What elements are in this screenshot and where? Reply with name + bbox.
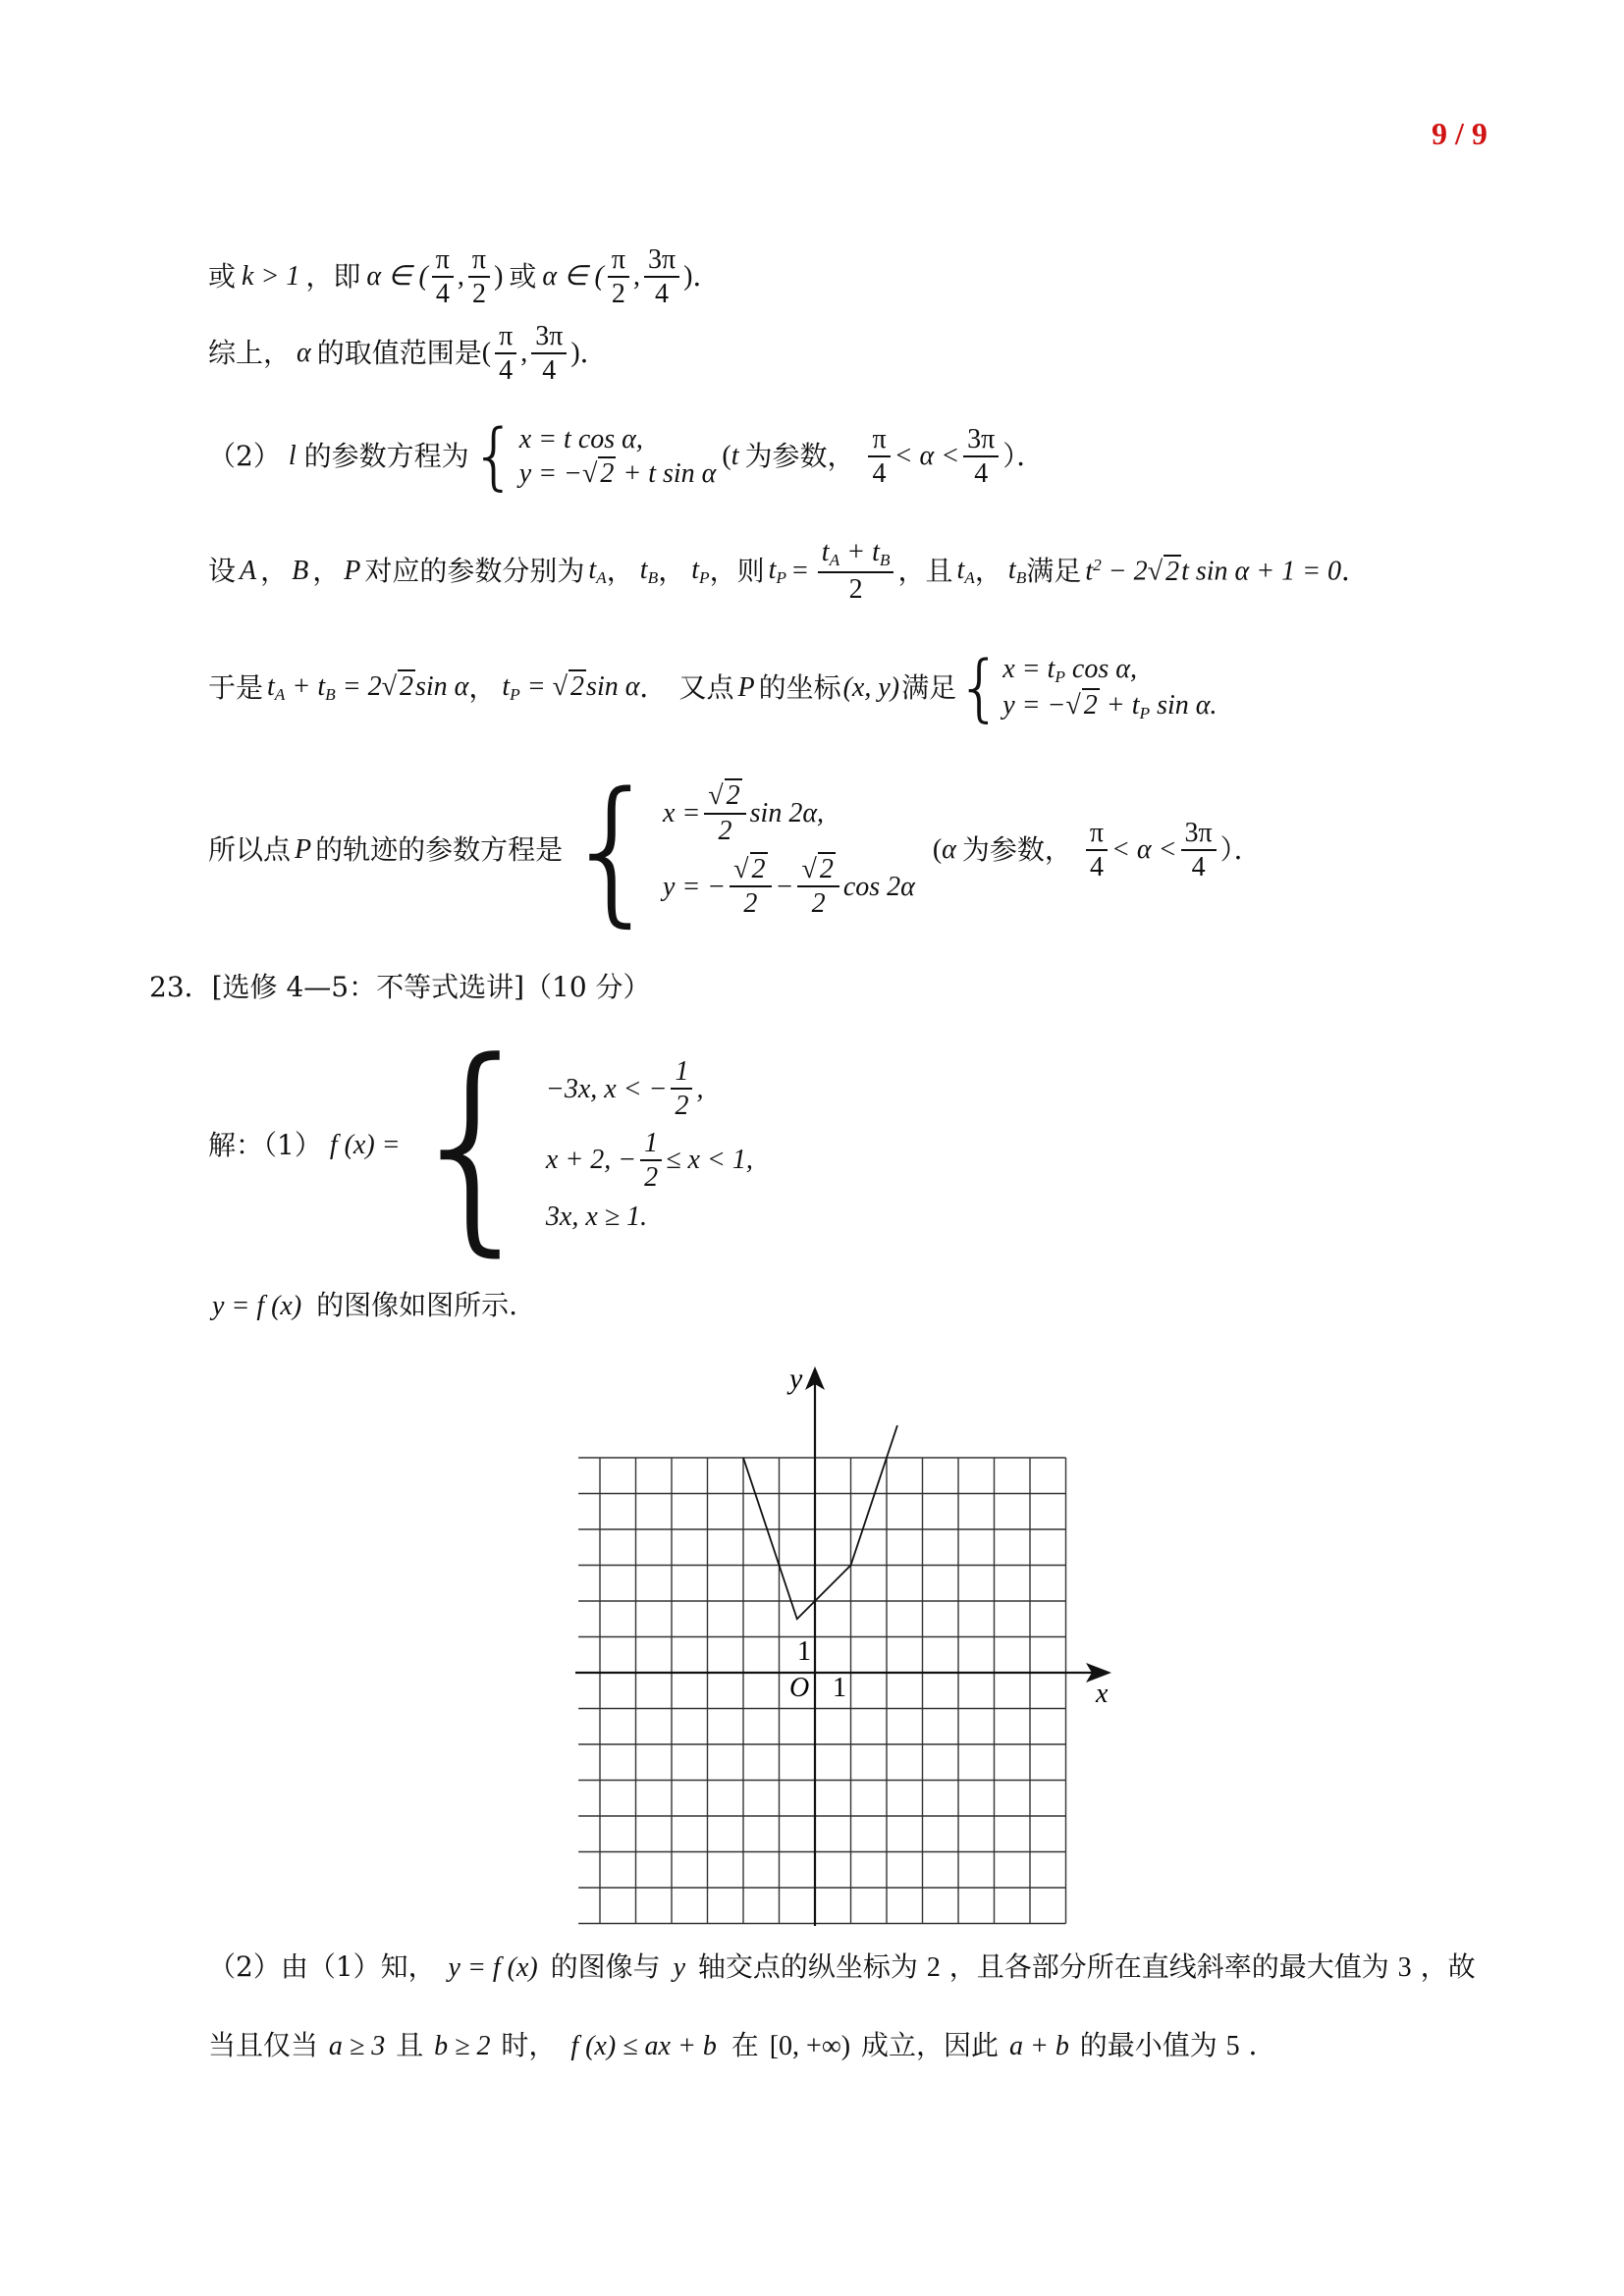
left-brace-piecewise: { bbox=[402, 1014, 546, 1276]
origin-label: O bbox=[789, 1673, 810, 1703]
frac-pi-2: $\frac{\pi}{2}$ bbox=[468, 245, 490, 309]
frac-pi-4: $\frac{\pi}{4}$ bbox=[432, 245, 454, 309]
frac-pi-4-cond: $\frac{\pi}{4}$ bbox=[868, 425, 890, 489]
left-brace-P: { bbox=[956, 646, 1003, 730]
frac-pi-4-traj: $\frac{\pi}{4}$ bbox=[1086, 819, 1108, 882]
frac-3pi-4: $\frac{3\pi}{4}$ bbox=[644, 245, 679, 309]
question-23-title: 23．[选修 4—5：不等式选讲]（10 分） bbox=[149, 971, 651, 1003]
frac-pi-4-summary: $\frac{\pi}{4}$ bbox=[495, 322, 516, 386]
line-part2-b: 当且仅当 a ≥ 3 且 b ≥ 2 时， f (x) ≤ ax + b 在 [0, +∞) 成立，因此 a + b 的最小值为 5 ． bbox=[208, 2029, 1276, 2061]
frac-3pi-4-summary: $\frac{3\pi}{4}$ bbox=[531, 322, 567, 386]
frac-3pi-4-traj: $\frac{3\pi}{4}$ bbox=[1181, 819, 1217, 882]
line-piecewise: 解：（1） f (x) = { −3x, x < − $\frac{1}{2}$ , x + 2, − $\frac{1}{2}$ ≤ x < 1, 3x, x ≥ 1. bbox=[208, 1014, 753, 1276]
y-axis-label: y bbox=[789, 1362, 803, 1395]
grid-lines bbox=[578, 1458, 1065, 1924]
P-coordinate-system: $x = t_P$ cos α, y = −√ $2 + t_P$ sin α. bbox=[1002, 654, 1218, 723]
line-range-summary: 综上， α 的取值范围是 ( $\frac{\pi}{4}$ , $\frac{3\pi}{4}$ ) ． bbox=[208, 321, 608, 387]
trajectory-system: x = $\frac{√ 2}{2}$ sin 2α, y = − $\frac{√ 2}{2}$ − $\frac{√ 2}{2}$ cos 2α bbox=[662, 780, 915, 920]
left-brace-trajectory: { bbox=[563, 758, 663, 941]
series-line-fx bbox=[743, 1425, 897, 1619]
left-brace: { bbox=[470, 414, 517, 499]
frac-tA-plus-tB: $\frac{t_A + t_B}{2}$ bbox=[818, 538, 894, 605]
line-parameters-setup: 设 A ， B ， P 对应的参数分别为 $t_A$ ， $t_B$ ， $t_P$ ，则 $t_P$ = $\frac{t_A + t_B}{2}$ ，且 $t_A$ ， $t_B$ 满足 $t^2 - 2√$ 2t sin α + 1 = 0 ． bbox=[208, 537, 1370, 606]
line-tP-result: 于是 $t_A + t_B = 2√$ 2sin α ， $t_P$ = √ 2sin α ． 又点 P 的坐标 (x, y) 满足 { $x = t_P$ cos α, y = −√ $2 + t_P$ sin α. bbox=[208, 646, 1218, 730]
x-tick-1: 1 bbox=[833, 1673, 846, 1703]
function-graph bbox=[562, 1359, 1111, 1928]
axes bbox=[575, 1366, 1111, 1926]
page-number: 9 / 9 bbox=[1432, 116, 1488, 151]
line-range-split: 或 k > 1 ，即 α ∈ ( $\frac{\pi}{4}$ , $\frac{\pi}{2}$ ) 或 α ∈ ( $\frac{\pi}{2}$ , $\frac{3\pi}{4}$ ) ． bbox=[208, 244, 721, 310]
piecewise-system: −3x, x < − $\frac{1}{2}$ , x + 2, − $\frac{1}{2}$ ≤ x < 1, 3x, x ≥ 1. bbox=[545, 1055, 753, 1233]
line-trajectory: 所以点 P 的轨迹的参数方程是 { x = $\frac{√ 2}{2}$ sin 2α, y = − $\frac{√ 2}{2}$ − $\frac{√ 2}{2}$ cos 2α ( α 为参数， $\frac{\pi}{4}$ < α < $\frac{3\pi}{4}$ ）． bbox=[208, 758, 1262, 941]
param-system: x = t cos α, y = −√ 2 + t sin α bbox=[518, 424, 717, 489]
frac-3pi-4-cond: $\frac{3\pi}{4}$ bbox=[963, 425, 999, 489]
y-tick-1: 1 bbox=[797, 1636, 811, 1667]
line-param-equation: （2） l 的参数方程为 { x = t cos α, y = −√ 2 + t sin α ( t 为参数， $\frac{\pi}{4}$ < α < $\frac{3\pi}{4}$ ）． bbox=[208, 414, 1045, 499]
x-axis-label: x bbox=[1096, 1679, 1109, 1709]
line-part2-a: （2）由（1）知， y = f (x) 的图像与 y 轴交点的纵坐标为 2 ，且各部分所在直线斜率的最大值为 3 ，故 bbox=[208, 1950, 1476, 1983]
graph-caption: y = f (x) 的图像如图所示. bbox=[212, 1289, 517, 1321]
frac-pi-2b: $\frac{\pi}{2}$ bbox=[608, 245, 629, 309]
